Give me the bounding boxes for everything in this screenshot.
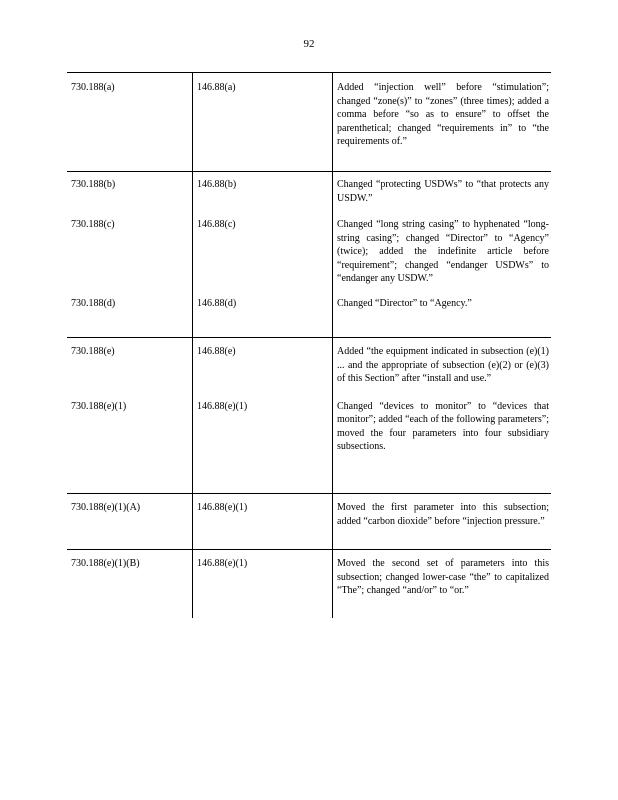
- table-row: [67, 286, 551, 311]
- table-row: [67, 550, 551, 598]
- table-row-group: [67, 172, 551, 338]
- comparison-table: [67, 72, 551, 618]
- table-row: [67, 73, 551, 149]
- section-cell: 730.188(e)(1)(A): [71, 502, 141, 513]
- new-section-cell: 146.88(c): [197, 219, 236, 230]
- section-cell: 730.188(d): [71, 297, 116, 309]
- new-section-cell: 146.88(e): [197, 346, 236, 357]
- new-section-cell: 146.88(d): [197, 297, 237, 309]
- section-cell: 730.188(a): [71, 82, 115, 93]
- section-cell: 730.188(e)(1)(B): [71, 558, 140, 569]
- page-number: 92: [303, 38, 315, 50]
- new-section-cell: 146.88(e)(1): [197, 558, 248, 569]
- table-row-group: [67, 73, 551, 172]
- table-row-group: [67, 550, 551, 618]
- table-row: [67, 338, 551, 386]
- new-section-cell: 146.88(b): [197, 179, 237, 190]
- change-description: Changed “long string casing” to hyphenated “long-string casing”; changed “Director” to “Agency” (twice); added the indefinite article before “requirement”; changed “endanger USDWs” to “endanger any USDW.”: [337, 219, 549, 284]
- change-description: Changed “protecting USDWs” to “that protects any USDW.”: [337, 179, 549, 204]
- change-description: Moved the first parameter into this subsection; added “carbon dioxide” before “injection pressure.”: [337, 502, 549, 527]
- change-description: Added “the equipment indicated in subsection (e)(1) ... and the appropriate of subsection (e)(2) or (e)(3) of this Section” after “install and use.”: [337, 346, 549, 384]
- change-description: Changed “devices to monitor” to “devices that monitor”; added “each of the following parameters”; moved the four parameters into four subsidiary subsections.: [337, 400, 549, 452]
- section-cell: 730.188(e): [71, 346, 115, 357]
- table-row-group: [67, 338, 551, 494]
- change-description: Added “injection well” before “stimulation”; changed “zone(s)” to “zones” (three times); added a comma before “so as to ensure” to offset the parenthetical; changed “requirements in” to “the requirements of.”: [337, 82, 549, 147]
- table-row: [67, 494, 551, 528]
- new-section-cell: 146.88(e)(1): [197, 400, 248, 412]
- table-row: [67, 386, 551, 454]
- table-row: [67, 172, 551, 205]
- change-description: Moved the second set of parameters into this subsection; changed lower-case “the” to capitalized “The”; changed “and/or” to “or.”: [337, 558, 549, 596]
- section-cell: 730.188(c): [71, 219, 115, 230]
- new-section-cell: 146.88(e)(1): [197, 502, 248, 513]
- section-cell: 730.188(e)(1): [71, 400, 127, 412]
- table-row-group: [67, 494, 551, 550]
- section-cell: 730.188(b): [71, 179, 116, 190]
- change-description: Changed “Director” to “Agency.”: [337, 297, 472, 309]
- new-section-cell: 146.88(a): [197, 82, 236, 93]
- table-row: [67, 205, 551, 286]
